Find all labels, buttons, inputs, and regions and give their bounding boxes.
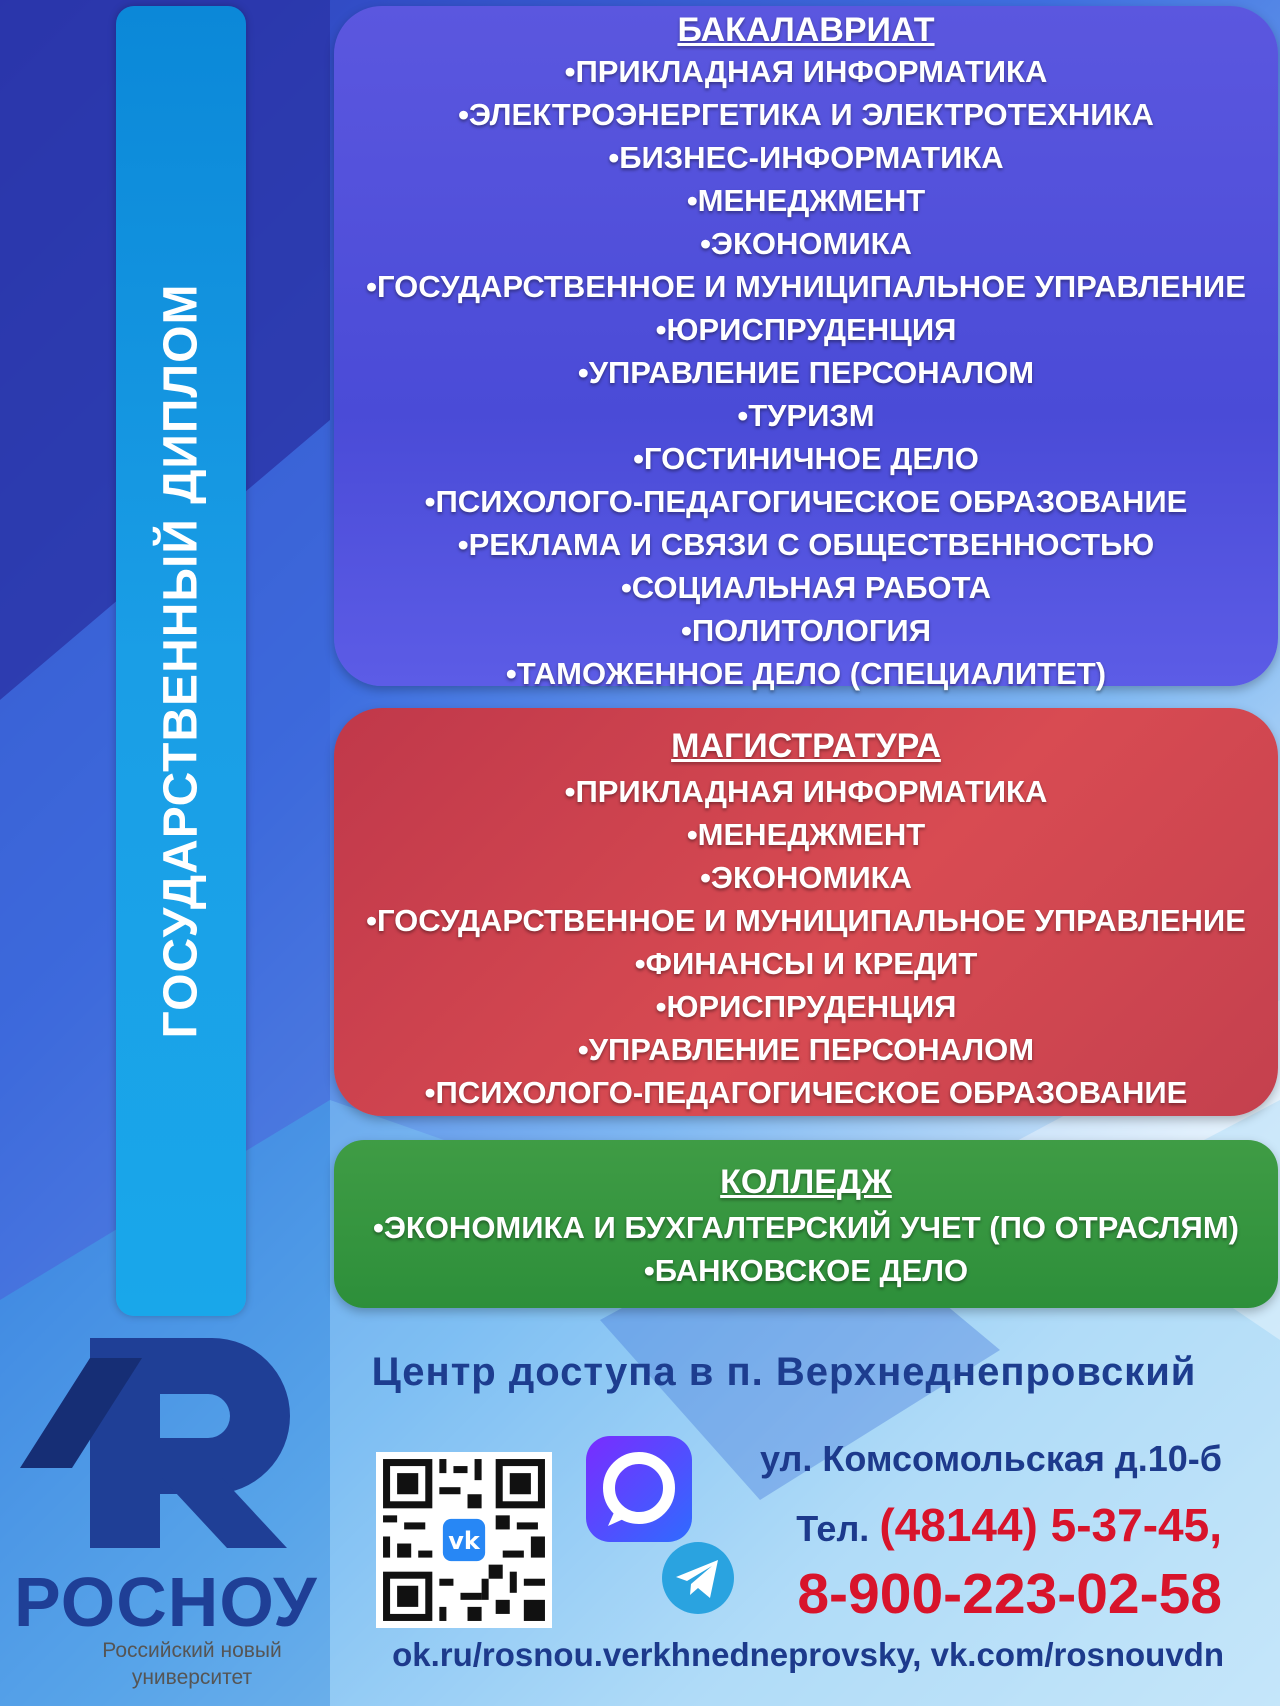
list-item: •ЭКОНОМИКА И БУХГАЛТЕРСКИЙ УЧЕТ (ПО ОТРАСЛЯМ)	[372, 1210, 1239, 1245]
master-title: МАГИСТРАТУРА	[671, 727, 941, 765]
phone-number-1[interactable]: (48144) 5-37-45,	[879, 1499, 1222, 1551]
list-item: •УПРАВЛЕНИЕ ПЕРСОНАЛОМ	[577, 355, 1035, 390]
master-list	[334, 770, 1278, 1114]
phone-number-2[interactable]: 8-900-223-02-58	[797, 1562, 1222, 1626]
master-panel	[334, 708, 1278, 1116]
qr-code-icon[interactable]	[376, 1452, 552, 1628]
list-item: •ПРИКЛАДНАЯ ИНФОРМАТИКА	[564, 54, 1048, 89]
address: ул. Комсомольская д.10-б	[759, 1438, 1222, 1479]
side-label: ГОСУДАРСТВЕННЫЙ ДИПЛОМ	[154, 283, 208, 1039]
chat-bubble-icon	[586, 1436, 692, 1542]
list-item: •ПОЛИТОЛОГИЯ	[680, 613, 931, 648]
logo-subtitle-line: университет	[131, 1666, 253, 1689]
logo-subtitle	[62, 1637, 322, 1691]
list-item: •РЕКЛАМА И СВЯЗИ С ОБЩЕСТВЕННОСТЬЮ	[457, 527, 1155, 562]
list-item: •ГОСУДАРСТВЕННОЕ И МУНИЦИПАЛЬНОЕ УПРАВЛЕНИЕ	[366, 269, 1246, 304]
social-links[interactable]: ok.ru/rosnou.verkhnedneprovsky, vk.com/rosnouvdn	[392, 1636, 1224, 1673]
logo-wordmark: РОСНОУ	[14, 1563, 318, 1641]
list-item: •ПРИКЛАДНАЯ ИНФОРМАТИКА	[564, 774, 1048, 809]
college-panel	[334, 1140, 1278, 1308]
bachelor-panel	[334, 6, 1278, 691]
list-item: •ГОСТИНИЧНОЕ ДЕЛО	[633, 441, 979, 476]
tel-label: Тел.	[796, 1508, 870, 1549]
svg-text:vk: vk	[448, 1527, 480, 1556]
bachelor-title: БАКАЛАВРИАТ	[677, 11, 935, 49]
list-item: •ЮРИСПРУДЕНЦИЯ	[655, 312, 957, 347]
access-center-title: Центр доступа в п. Верхнеднепровский	[371, 1350, 1197, 1394]
bachelor-list	[334, 50, 1278, 695]
list-item: •БАНКОВСКОЕ ДЕЛО	[643, 1253, 969, 1288]
list-item: •ТАМОЖЕННОЕ ДЕЛО (СПЕЦИАЛИТЕТ)	[505, 656, 1107, 691]
college-title: КОЛЛЕДЖ	[720, 1163, 892, 1201]
list-item: •УПРАВЛЕНИЕ ПЕРСОНАЛОМ	[577, 1032, 1035, 1067]
list-item: •ЮРИСПРУДЕНЦИЯ	[655, 989, 957, 1024]
list-item: •СОЦИАЛЬНАЯ РАБОТА	[620, 570, 992, 605]
list-item: •МЕНЕДЖМЕНТ	[686, 183, 926, 218]
list-item: •ГОСУДАРСТВЕННОЕ И МУНИЦИПАЛЬНОЕ УПРАВЛЕНИЕ	[366, 903, 1246, 938]
list-item: •ЭКОНОМИКА	[700, 226, 912, 261]
list-item: •ЭЛЕКТРОЭНЕРГЕТИКА И ЭЛЕКТРОТЕХНИКА	[458, 97, 1154, 132]
list-item: •ПСИХОЛОГО-ПЕДАГОГИЧЕСКОЕ ОБРАЗОВАНИЕ	[424, 1075, 1188, 1110]
logo-subtitle-line: Российский новый	[102, 1639, 282, 1662]
list-item: •ТУРИЗМ	[737, 398, 875, 433]
college-list	[334, 1206, 1278, 1292]
chat-app-icon[interactable]	[586, 1436, 692, 1542]
list-item: •ЭКОНОМИКА	[700, 860, 912, 895]
list-item: •БИЗНЕС-ИНФОРМАТИКА	[608, 140, 1004, 175]
list-item: •ПСИХОЛОГО-ПЕДАГОГИЧЕСКОЕ ОБРАЗОВАНИЕ	[424, 484, 1188, 519]
phone-line	[796, 1498, 1222, 1552]
telegram-icon[interactable]	[660, 1540, 736, 1616]
list-item: •ФИНАНСЫ И КРЕДИТ	[634, 946, 978, 981]
list-item: •МЕНЕДЖМЕНТ	[686, 817, 926, 852]
